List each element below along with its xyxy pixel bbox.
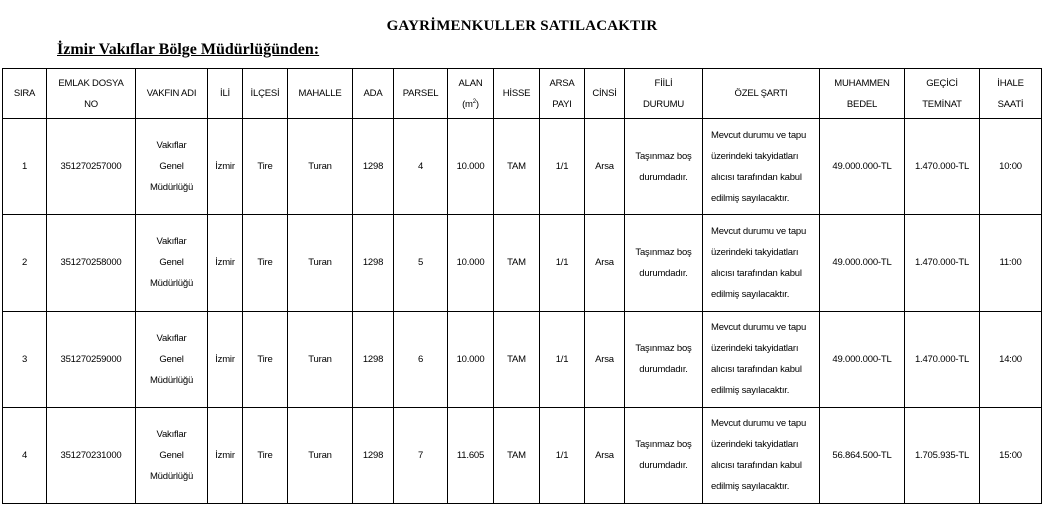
cell-fiili-durumu bbox=[625, 119, 703, 215]
cell-parsel: 7 bbox=[394, 407, 448, 503]
cell-ili: İzmir bbox=[208, 215, 243, 311]
header-ozel-sarti: ÖZEL ŞARTI bbox=[703, 69, 820, 119]
cell-cinsi: Arsa bbox=[585, 119, 625, 215]
cell-emlak-no: 351270259000 bbox=[47, 311, 136, 407]
cell-vakfin-line2: Genel bbox=[159, 161, 184, 173]
cell-hisse: TAM bbox=[494, 311, 540, 407]
header-muhammen-line1: MUHAMMEN bbox=[834, 77, 890, 89]
header-fiili-line1: FİİLİ bbox=[654, 77, 673, 89]
header-alan bbox=[448, 69, 494, 119]
cell-mahalle: Turan bbox=[288, 119, 353, 215]
cell-gecici-teminat: 1.470.000-TL bbox=[905, 119, 980, 215]
cell-muhammen-bedel: 49.000.000-TL bbox=[820, 215, 905, 311]
table-header-row bbox=[3, 69, 1042, 119]
cell-muhammen-bedel: 49.000.000-TL bbox=[820, 119, 905, 215]
cell-vakfin-adi bbox=[136, 311, 208, 407]
cell-ozel-line3: alıcısı tarafından kabul bbox=[711, 171, 802, 183]
cell-ilcesi: Tire bbox=[243, 215, 288, 311]
header-mahalle: MAHALLE bbox=[288, 69, 353, 119]
header-ihale-line2: SAATİ bbox=[997, 98, 1024, 110]
cell-vakfin-line2: Genel bbox=[159, 353, 184, 365]
header-ada: ADA bbox=[353, 69, 394, 119]
table-row bbox=[3, 215, 1042, 311]
cell-cinsi: Arsa bbox=[585, 311, 625, 407]
header-alan-line1: ALAN bbox=[458, 77, 483, 89]
header-emlak-line2: NO bbox=[84, 98, 98, 110]
cell-hisse: TAM bbox=[494, 407, 540, 503]
cell-fiili-line1: Taşınmaz boş bbox=[635, 246, 692, 258]
cell-hisse: TAM bbox=[494, 119, 540, 215]
cell-sira: 3 bbox=[3, 311, 47, 407]
header-emlak-dosya-no bbox=[47, 69, 136, 119]
cell-ada: 1298 bbox=[353, 407, 394, 503]
cell-mahalle: Turan bbox=[288, 215, 353, 311]
cell-ihale-saati: 14:00 bbox=[980, 311, 1042, 407]
cell-gecici-teminat: 1.705.935-TL bbox=[905, 407, 980, 503]
cell-ili: İzmir bbox=[208, 311, 243, 407]
header-gecici-line1: GEÇİCİ bbox=[926, 77, 958, 89]
cell-ozel-line4: edilmiş sayılacaktır. bbox=[711, 192, 790, 204]
cell-hisse: TAM bbox=[494, 215, 540, 311]
cell-ozel-line1: Mevcut durumu ve tapu bbox=[711, 322, 807, 334]
cell-ihale-saati: 15:00 bbox=[980, 407, 1042, 503]
header-hisse: HİSSE bbox=[494, 69, 540, 119]
cell-fiili-durumu bbox=[625, 215, 703, 311]
header-alan-unit: (m bbox=[462, 98, 473, 110]
cell-ili: İzmir bbox=[208, 407, 243, 503]
cell-mahalle: Turan bbox=[288, 407, 353, 503]
header-ilcesi: İLÇESİ bbox=[243, 69, 288, 119]
header-alan-line2 bbox=[450, 94, 491, 115]
header-sira: SIRA bbox=[3, 69, 47, 119]
header-cinsi: CİNSİ bbox=[585, 69, 625, 119]
document-subtitle: İzmir Vakıflar Bölge Müdürlüğünden: bbox=[57, 41, 320, 58]
cell-vakfin-line3: Müdürlüğü bbox=[149, 374, 194, 386]
cell-ada: 1298 bbox=[353, 311, 394, 407]
cell-fiili-durumu bbox=[625, 311, 703, 407]
header-arsa-payi bbox=[540, 69, 585, 119]
cell-vakfin-adi bbox=[136, 215, 208, 311]
header-ili: İLİ bbox=[208, 69, 243, 119]
header-parsel: PARSEL bbox=[394, 69, 448, 119]
cell-vakfin-line1: Vakıflar bbox=[156, 140, 187, 152]
cell-vakfin-adi bbox=[136, 119, 208, 215]
cell-arsa-payi: 1/1 bbox=[540, 119, 585, 215]
cell-vakfin-line2: Genel bbox=[159, 449, 184, 461]
cell-ozel-line1: Mevcut durumu ve tapu bbox=[711, 129, 807, 141]
table-row bbox=[3, 407, 1042, 503]
cell-ozel-line4: edilmiş sayılacaktır. bbox=[711, 288, 790, 300]
cell-alan: 10.000 bbox=[448, 311, 494, 407]
cell-ozel-line1: Mevcut durumu ve tapu bbox=[711, 225, 807, 237]
cell-ilcesi: Tire bbox=[243, 407, 288, 503]
cell-arsa-payi: 1/1 bbox=[540, 215, 585, 311]
cell-ozel-line1: Mevcut durumu ve tapu bbox=[711, 418, 807, 430]
cell-ozel-sarti bbox=[703, 215, 820, 311]
cell-vakfin-adi bbox=[136, 407, 208, 503]
cell-ozel-line3: alıcısı tarafından kabul bbox=[711, 460, 802, 472]
cell-vakfin-line3: Müdürlüğü bbox=[149, 182, 194, 194]
cell-fiili-line2: durumdadır. bbox=[639, 460, 688, 472]
header-fiili-line2: DURUMU bbox=[642, 98, 685, 110]
cell-ilcesi: Tire bbox=[243, 311, 288, 407]
cell-vakfin-line1: Vakıflar bbox=[156, 332, 187, 344]
cell-alan: 11.605 bbox=[448, 407, 494, 503]
cell-vakfin-line3: Müdürlüğü bbox=[149, 278, 194, 290]
cell-ozel-line4: edilmiş sayılacaktır. bbox=[711, 481, 790, 493]
cell-gecici-teminat: 1.470.000-TL bbox=[905, 215, 980, 311]
cell-muhammen-bedel: 56.864.500-TL bbox=[820, 407, 905, 503]
table-row bbox=[3, 311, 1042, 407]
header-ihale-line1: İHALE bbox=[997, 77, 1024, 89]
header-arsa-line1: ARSA bbox=[549, 77, 575, 89]
cell-ozel-sarti bbox=[703, 407, 820, 503]
header-gecici-teminat bbox=[905, 69, 980, 119]
header-arsa-line2: PAYI bbox=[552, 98, 572, 110]
header-fiili-durumu bbox=[625, 69, 703, 119]
table-row bbox=[3, 119, 1042, 215]
cell-alan: 10.000 bbox=[448, 215, 494, 311]
cell-ozel-line3: alıcısı tarafından kabul bbox=[711, 364, 802, 376]
cell-vakfin-line2: Genel bbox=[159, 257, 184, 269]
header-ihale-saati bbox=[980, 69, 1042, 119]
cell-parsel: 4 bbox=[394, 119, 448, 215]
header-emlak-line1: EMLAK DOSYA bbox=[58, 77, 124, 89]
header-alan-close: ) bbox=[475, 98, 479, 110]
cell-fiili-line1: Taşınmaz boş bbox=[635, 439, 692, 451]
header-alan-sup: 2 bbox=[472, 98, 476, 105]
cell-sira: 2 bbox=[3, 215, 47, 311]
cell-alan: 10.000 bbox=[448, 119, 494, 215]
cell-gecici-teminat: 1.470.000-TL bbox=[905, 311, 980, 407]
cell-muhammen-bedel: 49.000.000-TL bbox=[820, 311, 905, 407]
cell-ozel-sarti bbox=[703, 311, 820, 407]
cell-mahalle: Turan bbox=[288, 311, 353, 407]
cell-parsel: 6 bbox=[394, 311, 448, 407]
cell-sira: 1 bbox=[3, 119, 47, 215]
cell-ozel-line2: üzerindeki takyidatları bbox=[711, 150, 799, 162]
cell-ozel-line2: üzerindeki takyidatları bbox=[711, 246, 799, 258]
header-muhammen-bedel bbox=[820, 69, 905, 119]
cell-arsa-payi: 1/1 bbox=[540, 407, 585, 503]
cell-vakfin-line3: Müdürlüğü bbox=[149, 470, 194, 482]
document-title: GAYRİMENKULLER SATILACAKTIR bbox=[386, 18, 658, 34]
header-vakfin-adi: VAKFIN ADI bbox=[136, 69, 208, 119]
cell-ihale-saati: 10:00 bbox=[980, 119, 1042, 215]
cell-emlak-no: 351270258000 bbox=[47, 215, 136, 311]
cell-fiili-line1: Taşınmaz boş bbox=[635, 343, 692, 355]
header-gecici-line2: TEMİNAT bbox=[922, 98, 962, 110]
cell-ozel-line2: üzerindeki takyidatları bbox=[711, 439, 799, 451]
property-sale-table bbox=[2, 68, 1042, 504]
cell-ozel-line4: edilmiş sayılacaktır. bbox=[711, 385, 790, 397]
cell-sira: 4 bbox=[3, 407, 47, 503]
cell-ozel-line3: alıcısı tarafından kabul bbox=[711, 267, 802, 279]
cell-ili: İzmir bbox=[208, 119, 243, 215]
cell-ada: 1298 bbox=[353, 119, 394, 215]
cell-emlak-no: 351270257000 bbox=[47, 119, 136, 215]
cell-parsel: 5 bbox=[394, 215, 448, 311]
cell-emlak-no: 351270231000 bbox=[47, 407, 136, 503]
cell-ada: 1298 bbox=[353, 215, 394, 311]
cell-arsa-payi: 1/1 bbox=[540, 311, 585, 407]
cell-fiili-line2: durumdadır. bbox=[639, 171, 688, 183]
cell-cinsi: Arsa bbox=[585, 215, 625, 311]
cell-fiili-line2: durumdadır. bbox=[639, 267, 688, 279]
cell-ilcesi: Tire bbox=[243, 119, 288, 215]
header-muhammen-line2: BEDEL bbox=[846, 98, 878, 110]
cell-ozel-sarti bbox=[703, 119, 820, 215]
cell-fiili-line2: durumdadır. bbox=[639, 364, 688, 376]
cell-fiili-line1: Taşınmaz boş bbox=[635, 150, 692, 162]
cell-vakfin-line1: Vakıflar bbox=[156, 428, 187, 440]
cell-cinsi: Arsa bbox=[585, 407, 625, 503]
cell-fiili-durumu bbox=[625, 407, 703, 503]
cell-ozel-line2: üzerindeki takyidatları bbox=[711, 343, 799, 355]
cell-vakfin-line1: Vakıflar bbox=[156, 236, 187, 248]
cell-ihale-saati: 11:00 bbox=[980, 215, 1042, 311]
